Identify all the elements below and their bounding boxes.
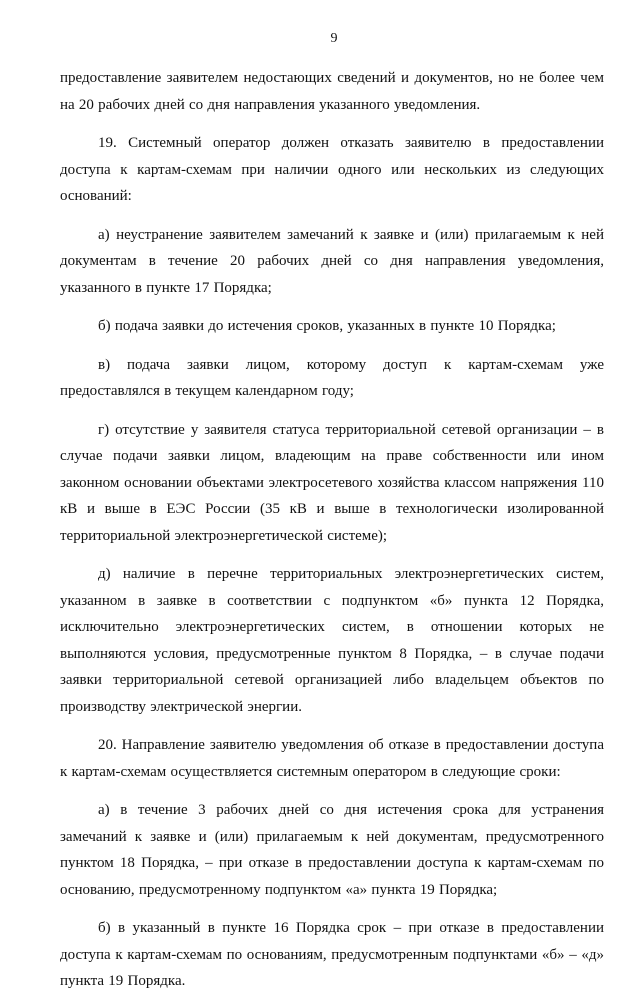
paragraph: а) в течение 3 рабочих дней со дня истечения срока для устранения замечаний к заявке и (или) прилагаемым к ней документам, предусмотренного пунктом 18 Порядка, – при отказе в предоставлении доступа к картам-схемам по основанию, предусмотренному подпунктом «а» пункта 19 Порядка; — [60, 802, 604, 898]
paragraph: а) неустранение заявителем замечаний к заявке и (или) прилагаемым к ней документам в течение 20 рабочих дней со дня направления уведомления, указанного в пункте 17 Порядка; — [60, 226, 604, 296]
paragraph: б) подача заявки до истечения сроков, указанных в пункте 10 Порядка; — [98, 318, 556, 334]
paragraph: 20. Направление заявителю уведомления об отказе в предоставлении доступа к картам-схемам осуществляется системным оператором в следующие сроки: — [60, 737, 604, 780]
paragraph: предоставление заявителем недостающих сведений и документов, но не более чем на 20 рабочих дней со дня направления указанного уведомления. — [60, 70, 604, 113]
document-body — [60, 65, 604, 995]
page-number: 9 — [330, 31, 338, 46]
paragraph: д) наличие в перечне территориальных электроэнергетических систем, указанном в заявке в соответствии с подпунктом «б» пункта 12 Порядка, исключительно электроэнергетических систем, в отношении которых не выполняются условия, предусмотренные пунктом 8 Порядка, – в случае подачи заявки территориальной сетевой организацией либо владельцем объектов по производству электрической энергии. — [60, 566, 604, 715]
paragraph: 19. Системный оператор должен отказать заявителю в предоставлении доступа к картам-схемам при наличии одного или нескольких из следующих оснований: — [60, 135, 604, 204]
paragraph: в) подача заявки лицом, которому доступ к картам-схемам уже предоставлялся в текущем календарном году; — [60, 356, 604, 399]
paragraph: б) в указанный в пункте 16 Порядка срок – при отказе в предоставлении доступа к картам-схемам по основаниям, предусмотренным подпунктами «б» – «д» пункта 19 Порядка. — [60, 920, 604, 989]
paragraph: г) отсутствие у заявителя статуса территориальной сетевой организации – в случае подачи заявки лицом, владеющим на праве собственности или ином законном основании объектами электросетевого хозяйства классом напряжения 110 кВ и выше в ЕЭС России (35 кВ и выше в технологически изолированной территориальной электроэнергетической системе); — [60, 421, 604, 544]
